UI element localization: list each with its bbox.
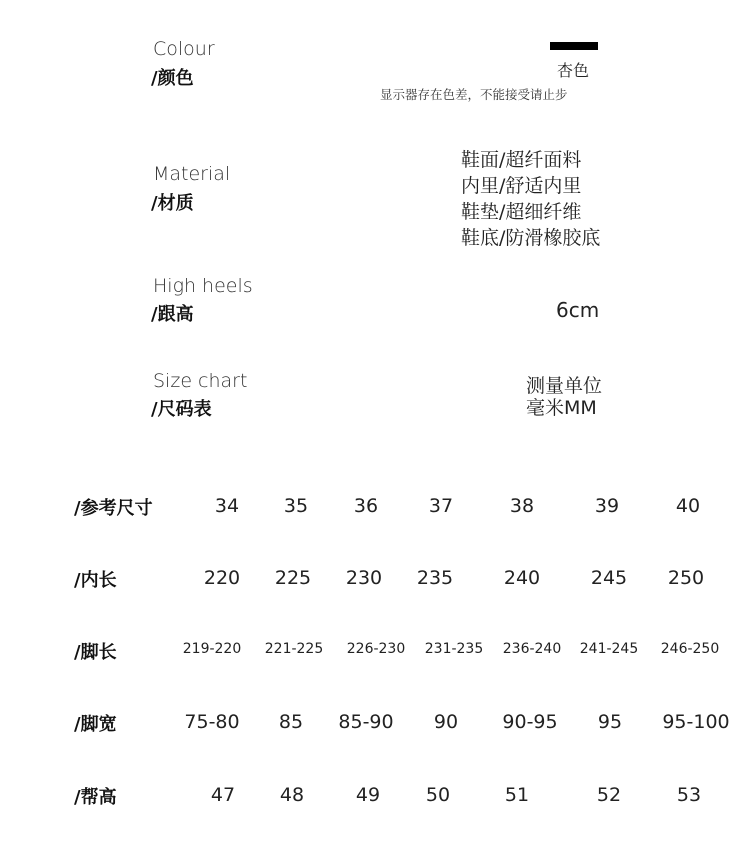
unit-line-1: 测量单位: [526, 375, 603, 397]
table-cell: 95: [597, 711, 623, 733]
table-cell: 221-225: [264, 641, 324, 657]
table-row-label: /脚宽: [74, 714, 117, 735]
table-row-label: /脚长: [74, 642, 117, 663]
table-cell: 35: [283, 495, 309, 517]
table-cell: 47: [210, 784, 236, 806]
table-row-label: /帮高: [74, 787, 117, 808]
table-cell: 230: [345, 567, 383, 589]
table-cell: 90-95: [502, 711, 558, 733]
material-line: 鞋面/超纤面料: [461, 149, 582, 171]
colour-label-en: Colour: [153, 38, 215, 60]
size-chart-label-cn: /尺码表: [151, 399, 212, 420]
table-cell: 245: [590, 567, 628, 589]
colour-swatch: [550, 42, 598, 50]
table-cell: 85-90: [338, 711, 394, 733]
table-cell: 49: [355, 784, 381, 806]
material-label-en: Material: [153, 163, 231, 185]
unit-line-2: 毫米MM: [526, 397, 597, 419]
material-list: [461, 147, 600, 251]
table-cell: 241-245: [579, 641, 639, 657]
heel-value: 6cm: [556, 298, 600, 322]
table-cell: 39: [594, 495, 620, 517]
material-line: 鞋垫/超细纤维: [461, 201, 582, 223]
colour-note: 显示器存在色差，不能接受请止步: [380, 87, 568, 102]
table-cell: 40: [675, 495, 701, 517]
heel-label-en: High heels: [153, 275, 253, 297]
material-line: 鞋底/防滑橡胶底: [461, 227, 601, 249]
table-cell: 38: [509, 495, 535, 517]
table-cell: 34: [214, 495, 240, 517]
table-cell: 51: [504, 784, 530, 806]
table-cell: 219-220: [182, 641, 242, 657]
table-cell: 226-230: [346, 641, 406, 657]
table-cell: 220: [203, 567, 241, 589]
table-row-label: /内长: [74, 570, 117, 591]
table-cell: 75-80: [184, 711, 240, 733]
table-cell: 36: [353, 495, 379, 517]
colour-label-cn: /颜色: [151, 68, 194, 89]
material-label-cn: /材质: [151, 193, 194, 214]
table-cell: 250: [667, 567, 705, 589]
table-cell: 90: [433, 711, 459, 733]
material-line: 内里/舒适内里: [461, 175, 582, 197]
table-cell: 52: [596, 784, 622, 806]
table-cell: 231-235: [424, 641, 484, 657]
table-cell: 85: [278, 711, 304, 733]
table-cell: 53: [676, 784, 702, 806]
table-cell: 240: [503, 567, 541, 589]
table-cell: 37: [428, 495, 454, 517]
table-row-label: /参考尺寸: [74, 498, 153, 519]
table-cell: 236-240: [502, 641, 562, 657]
heel-label-cn: /跟高: [151, 304, 194, 325]
table-cell: 48: [279, 784, 305, 806]
table-cell: 225: [274, 567, 312, 589]
table-cell: 95-100: [662, 711, 730, 733]
size-chart-unit: [526, 375, 602, 419]
table-cell: 50: [425, 784, 451, 806]
size-chart-label-en: Size chart: [153, 370, 248, 392]
table-cell: 235: [416, 567, 454, 589]
table-cell: 246-250: [660, 641, 720, 657]
colour-value: 杏色: [557, 61, 590, 80]
